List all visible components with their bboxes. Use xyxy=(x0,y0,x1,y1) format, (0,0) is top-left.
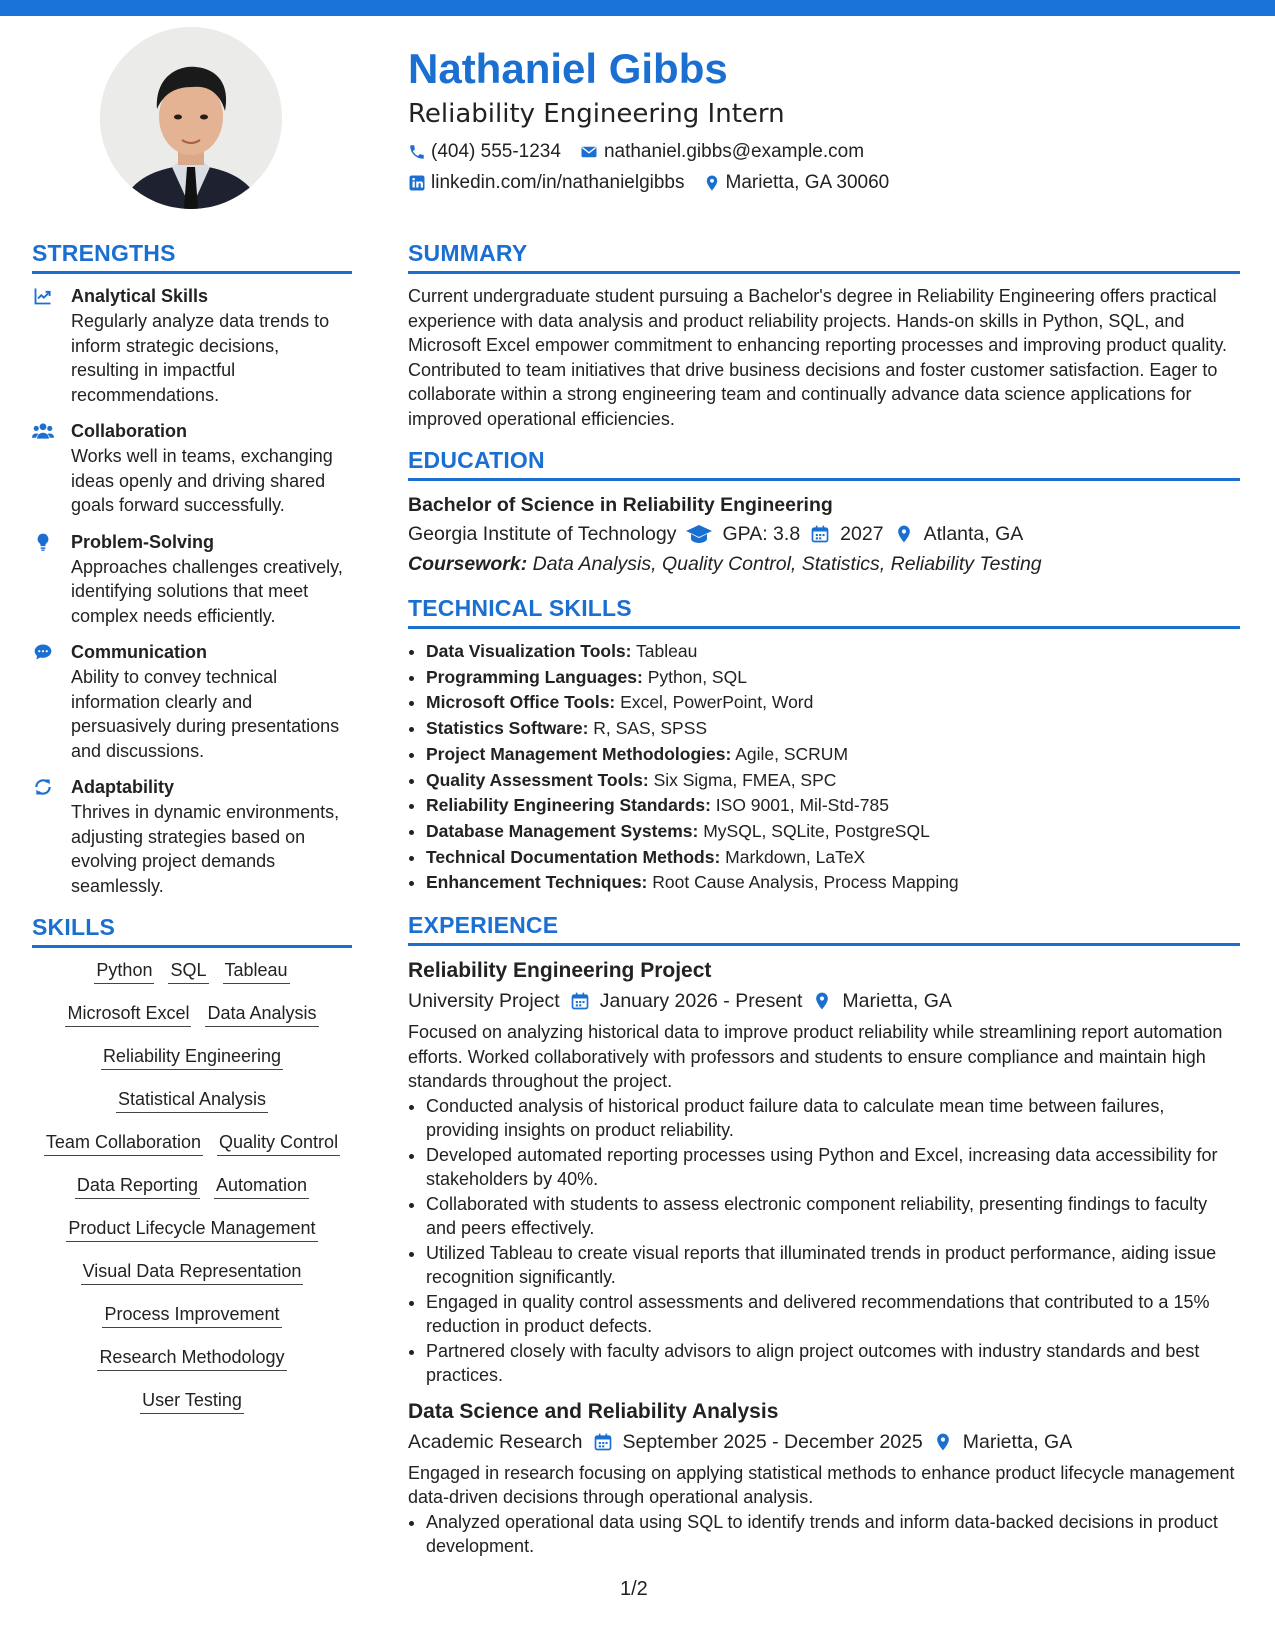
skill-label: Reliability Engineering Standards: xyxy=(426,795,711,816)
experience-section xyxy=(408,910,1240,1558)
job-dates: September 2025 - December 2025 xyxy=(622,1430,923,1453)
users-icon xyxy=(32,421,54,441)
list-item xyxy=(426,665,1240,691)
strength-item xyxy=(32,530,352,629)
skill-chip: User Testing xyxy=(140,1388,244,1414)
list-item xyxy=(426,716,1240,742)
summary-section xyxy=(408,238,1240,431)
skill-chip: Reliability Engineering xyxy=(101,1044,283,1070)
list-item xyxy=(426,870,1240,896)
skill-row xyxy=(32,1173,352,1199)
education-heading: EDUCATION xyxy=(408,445,1240,481)
phone-icon xyxy=(408,143,426,161)
sync-icon xyxy=(32,777,54,797)
coursework xyxy=(408,549,1240,579)
skill-value: Six Sigma, FMEA, SPC xyxy=(653,769,837,790)
list-item xyxy=(426,690,1240,716)
job-bullets xyxy=(408,1510,1240,1558)
location-contact xyxy=(703,167,890,198)
job-entry xyxy=(408,1397,1240,1558)
education-section xyxy=(408,445,1240,579)
list-item: • Utilized Tableau to create visual reports that illuminated trends in product performance, aiding issue recognition significantly. xyxy=(426,1241,1240,1289)
skill-chip: Automation xyxy=(214,1173,309,1199)
skill-label: Database Management Systems: xyxy=(426,820,699,841)
right-column xyxy=(408,238,1240,1572)
chat-bubble-icon xyxy=(32,642,54,662)
map-pin-icon xyxy=(703,174,721,192)
calendar-icon xyxy=(593,1432,613,1452)
contact-row-2 xyxy=(408,167,1248,198)
job-meta xyxy=(408,986,1240,1016)
chart-line-icon xyxy=(32,286,54,306)
skill-row xyxy=(32,1302,352,1328)
skill-row xyxy=(32,1388,352,1414)
job-entry xyxy=(408,956,1240,1387)
skill-row xyxy=(32,1130,352,1156)
skill-row xyxy=(32,1087,352,1113)
job-title: Reliability Engineering Project xyxy=(408,959,712,983)
strength-name: Adaptability xyxy=(71,777,175,797)
strength-item xyxy=(32,775,352,898)
job-summary: Engaged in research focusing on applying statistical methods to enhance product lifecycle management data-driven decisions through operational analysis. xyxy=(408,1462,1235,1508)
skill-label: Project Management Methodologies: xyxy=(426,743,732,764)
skill-chip: Visual Data Representation xyxy=(81,1259,304,1285)
skills-list xyxy=(32,958,352,1414)
skill-value: Markdown, LaTeX xyxy=(725,846,866,867)
skill-label: Enhancement Techniques: xyxy=(426,872,648,893)
list-item: • Collaborated with students to assess electronic component reliability, presenting findings to faculty and peers effectively. xyxy=(426,1192,1240,1240)
candidate-name: Nathaniel Gibbs xyxy=(408,45,728,92)
skill-chip: Tableau xyxy=(223,958,290,984)
list-item xyxy=(426,639,1240,665)
skill-label: Statistics Software: xyxy=(426,718,589,739)
technical-skills-section xyxy=(408,593,1240,896)
strength-name: Problem-Solving xyxy=(71,531,215,552)
strength-name: Communication xyxy=(71,642,208,662)
coursework-list: Data Analysis, Quality Control, Statistics, Reliability Testing xyxy=(532,553,1042,575)
contact-row-1 xyxy=(408,136,1248,167)
skill-chip: SQL xyxy=(168,958,208,984)
job-meta xyxy=(408,1427,1240,1457)
list-item xyxy=(426,793,1240,819)
education-location: Atlanta, GA xyxy=(923,523,1024,545)
list-item xyxy=(426,768,1240,794)
skill-row xyxy=(32,958,352,984)
skill-chip: Quality Control xyxy=(217,1130,340,1156)
skill-row xyxy=(32,1001,352,1027)
gpa-text: GPA: 3.8 xyxy=(722,523,801,545)
graduation-cap-icon xyxy=(686,524,712,544)
linkedin-icon xyxy=(408,174,426,192)
list-item: • Developed automated reporting processes using Python and Excel, increasing data accessibility for stakeholders by 40%. xyxy=(426,1143,1240,1191)
strength-desc: Regularly analyze data trends to inform strategic decisions, resulting in impactful recommendations. xyxy=(71,311,330,405)
linkedin-contact[interactable] xyxy=(408,167,685,198)
skill-chip: Data Analysis xyxy=(205,1001,318,1027)
skill-chip: Data Reporting xyxy=(75,1173,200,1199)
skill-chip: Process Improvement xyxy=(102,1302,281,1328)
email-text: nathaniel.gibbs@example.com xyxy=(603,141,865,162)
map-pin-icon xyxy=(933,1432,953,1452)
skill-value: Tableau xyxy=(636,641,698,661)
summary-heading: SUMMARY xyxy=(408,238,1240,274)
job-org: University Project xyxy=(408,990,560,1013)
skill-label: Technical Documentation Methods: xyxy=(426,846,721,867)
technical-skills-heading: TECHNICAL SKILLS xyxy=(408,593,1240,629)
list-item xyxy=(426,845,1240,871)
list-item: • Conducted analysis of historical product failure data to calculate mean time between failures, providing insights on product reliability. xyxy=(426,1094,1240,1142)
left-column xyxy=(32,238,352,1431)
job-summary: Focused on analyzing historical data to improve product reliability while streamlining report automation efforts. Worked collaboratively with professors and students to ensure compliance and maintain high standards throughout the project. xyxy=(408,1022,1223,1092)
job-org: Academic Research xyxy=(408,1430,583,1453)
lightbulb-icon xyxy=(32,532,54,552)
envelope-icon xyxy=(579,143,599,161)
skill-value: Excel, PowerPoint, Word xyxy=(620,692,814,713)
skill-row xyxy=(32,1044,352,1070)
school-name: Georgia Institute of Technology xyxy=(408,523,677,545)
skill-value: Root Cause Analysis, Process Mapping xyxy=(652,872,959,893)
degree-title: Bachelor of Science in Reliability Engineering xyxy=(408,494,833,516)
strength-name: Collaboration xyxy=(71,421,187,441)
skill-chip: Research Methodology xyxy=(97,1345,286,1371)
skill-value: ISO 9001, Mil-Std-785 xyxy=(715,795,889,816)
strength-desc: Approaches challenges creatively, identifying solutions that meet complex needs efficiently. xyxy=(71,556,343,626)
skill-label: Quality Assessment Tools: xyxy=(426,769,649,790)
skill-label: Data Visualization Tools: xyxy=(426,641,632,661)
job-location: Marietta, GA xyxy=(962,1430,1073,1453)
summary-text: Current undergraduate student pursuing a Bachelor's degree in Reliability Engineering offers practical experience with data analysis and product reliability projects. Hands-on skills in Python, SQL, and Microsoft Excel empower commitment to enhancing reporting processes and improving product quality. Contributed to team initiatives that drive business decisions and foster customer satisfaction. Eager to collaborate within a strong engineering team and continually advance data science applications for improved operational efficiencies. xyxy=(408,286,1228,429)
skill-label: Microsoft Office Tools: xyxy=(426,692,616,713)
job-location: Marietta, GA xyxy=(842,990,952,1013)
page-number: 1/2 xyxy=(620,1578,648,1600)
skill-chip: Statistical Analysis xyxy=(116,1087,268,1113)
skill-chip: Microsoft Excel xyxy=(65,1001,191,1027)
map-pin-icon xyxy=(812,991,832,1011)
skill-row xyxy=(32,1216,352,1242)
skill-value: R, SAS, SPSS xyxy=(593,718,708,739)
list-item: • Partnered closely with faculty advisors to align project outcomes with industry standards and best practices. xyxy=(426,1339,1240,1387)
skill-value: Agile, SCRUM xyxy=(735,743,849,764)
skill-chip: Team Collaboration xyxy=(44,1130,203,1156)
location-text: Marietta, GA 30060 xyxy=(725,172,890,193)
resume-header xyxy=(408,40,1248,198)
phone-contact[interactable] xyxy=(408,136,561,167)
skill-row xyxy=(32,1345,352,1371)
strength-item xyxy=(32,419,352,518)
strength-item xyxy=(32,640,352,763)
skill-label: Programming Languages: xyxy=(426,666,643,687)
list-item xyxy=(426,819,1240,845)
technical-skills-list xyxy=(408,639,1240,896)
list-item: • Analyzed operational data using SQL to identify trends and inform data-backed decisions in product development. xyxy=(426,1510,1240,1558)
experience-heading: EXPERIENCE xyxy=(408,910,1240,946)
candidate-role: Reliability Engineering Intern xyxy=(408,99,785,129)
strength-name: Analytical Skills xyxy=(71,286,209,306)
skill-row xyxy=(32,1259,352,1285)
calendar-icon xyxy=(810,524,830,544)
strength-desc: Thrives in dynamic environments, adjusting strategies based on evolving project demands seamlessly. xyxy=(71,802,340,896)
strength-desc: Works well in teams, exchanging ideas openly and driving shared goals forward successfully. xyxy=(71,446,333,515)
linkedin-text: linkedin.com/in/nathanielgibbs xyxy=(431,172,685,193)
job-title: Data Science and Reliability Analysis xyxy=(408,1399,779,1423)
strength-desc: Ability to convey technical information clearly and persuasively during presentations and discussions. xyxy=(71,667,340,761)
list-item xyxy=(426,742,1240,768)
strengths-heading: STRENGTHS xyxy=(32,238,352,274)
coursework-label: Coursework: xyxy=(408,553,528,575)
email-contact[interactable] xyxy=(579,136,864,167)
list-item: • Engaged in quality control assessments and delivered recommendations that contributed to a 15% reduction in product defects. xyxy=(426,1290,1240,1338)
job-dates: January 2026 - Present xyxy=(599,990,803,1013)
map-pin-icon xyxy=(894,524,914,544)
skills-heading: SKILLS xyxy=(32,912,352,948)
skill-chip: Python xyxy=(94,958,154,984)
graduation-year: 2027 xyxy=(840,523,884,545)
profile-photo xyxy=(100,27,282,209)
top-accent-bar xyxy=(0,0,1275,16)
skill-value: MySQL, SQLite, PostgreSQL xyxy=(703,820,930,841)
skill-value: Python, SQL xyxy=(647,666,747,687)
education-meta xyxy=(408,519,1240,549)
strength-item xyxy=(32,284,352,407)
phone-text: (404) 555-1234 xyxy=(431,141,561,162)
job-bullets xyxy=(408,1094,1240,1387)
calendar-icon xyxy=(570,991,590,1011)
skill-chip: Product Lifecycle Management xyxy=(66,1216,317,1242)
